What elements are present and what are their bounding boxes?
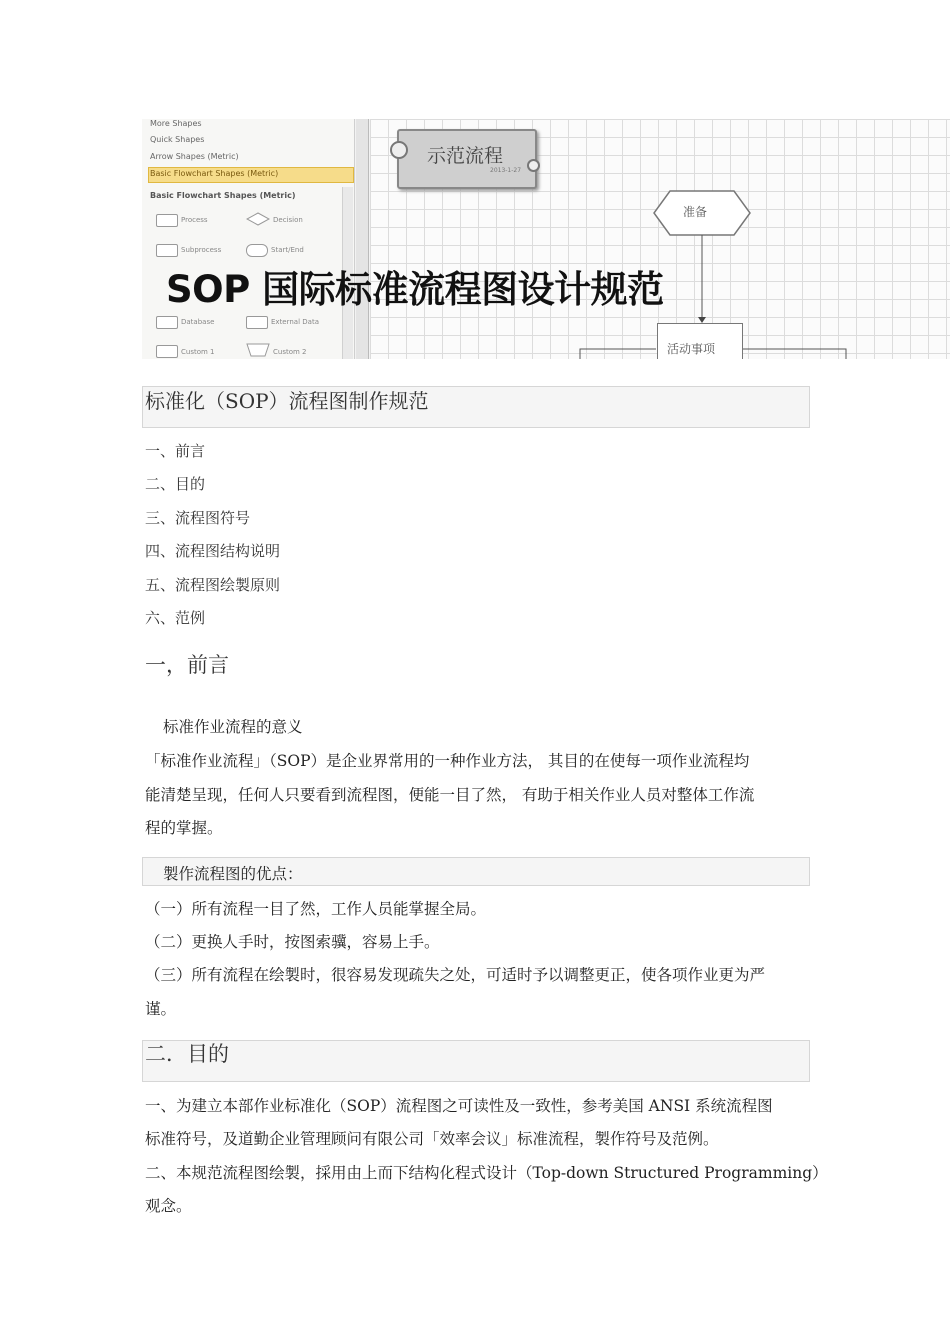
banner-image <box>142 119 950 359</box>
external-data-shape-icon <box>246 316 268 329</box>
shape-label-process: Process <box>181 216 208 224</box>
process-shape-icon <box>156 214 178 227</box>
section1-heading: 一，前言 <box>145 653 229 677</box>
vertical-ruler <box>356 119 369 359</box>
advantages-title: 製作流程图的优点： <box>163 865 303 883</box>
panel-item-quick-shapes: Quick Shapes <box>150 135 205 144</box>
toc-item: 五、流程图绘製原则 <box>145 576 281 594</box>
shape-label-subprocess: Subprocess <box>181 246 222 254</box>
advantage-item: （一）所有流程一目了然，工作人员能掌握全局。 <box>145 900 487 918</box>
banner-title: SOP 国际标准流程图设计规范 <box>166 268 664 311</box>
preparation-label: 准备 <box>683 205 708 219</box>
shape-label-custom2: Custom 2 <box>273 348 307 356</box>
section2-line: 一、为建立本部作业标准化（SOP）流程图之可读性及一致性，参考美国 ANSI 系统流程图 <box>145 1097 773 1115</box>
shape-label-custom1: Custom 1 <box>181 348 215 356</box>
section1-subheading: 标准作业流程的意义 <box>163 718 303 736</box>
section1-paragraph-line: 「标准作业流程」（SOP）是企业界常用的一种作业方法， 其目的在使每一项作业流程均 <box>145 752 750 770</box>
doc-title: 标准化（SOP）流程图制作规范 <box>145 389 429 413</box>
advantage-item: 谨。 <box>145 1000 177 1018</box>
panel-item-arrow-shapes: Arrow Shapes (Metric) <box>150 152 239 161</box>
section2-line: 二、本规范流程图绘製，採用由上而下结构化程式设计（Top-down Structured Programming） <box>145 1164 828 1182</box>
toc-item: 二、目的 <box>145 475 206 493</box>
toc-item: 三、流程图符号 <box>145 509 251 527</box>
toc-item: 四、流程图结构说明 <box>145 542 281 560</box>
advantage-item: （三）所有流程在绘製时，很容易发现疏失之处，可适时予以调整更正，使各项作业更为严 <box>145 966 766 984</box>
demo-process-label: 示范流程 <box>427 145 504 167</box>
section1-paragraph-line: 能清楚呈现，任何人只要看到流程图，便能一目了然， 有助于相关作业人员对整体工作流 <box>145 786 755 804</box>
panel-item-basic-flowchart: Basic Flowchart Shapes (Metric) <box>150 169 279 178</box>
shape-label-start-end: Start/End <box>271 246 304 254</box>
panel-item-more-shapes: More Shapes <box>150 119 202 128</box>
toc-item: 一、前言 <box>145 442 206 460</box>
section1-paragraph-line: 程的掌握。 <box>145 819 223 837</box>
section2-heading: 二．目的 <box>145 1042 229 1066</box>
section2-line: 观念。 <box>145 1197 192 1215</box>
activity-label: 活动事项 <box>667 342 716 356</box>
shape-label-decision: Decision <box>273 216 303 224</box>
section2-heading-box <box>142 1040 810 1082</box>
demo-process-date: 2013-1-27 <box>490 167 522 174</box>
decision-shape-icon <box>246 212 270 226</box>
shape-label-external-data: External Data <box>271 318 319 326</box>
section2-line: 标准符号，及道勤企业管理顾问有限公司「效率会议」标准流程，製作符号及范例。 <box>145 1130 719 1148</box>
shapes-panel <box>142 119 355 359</box>
custom1-shape-icon <box>156 345 178 358</box>
shape-label-database: Database <box>181 318 215 326</box>
custom2-shape-icon <box>246 343 270 357</box>
panel-item-basic-flowchart-open: Basic Flowchart Shapes (Metric) <box>150 191 296 200</box>
toc-item: 六、范例 <box>145 609 206 627</box>
subprocess-shape-icon <box>156 244 178 257</box>
start-end-shape-icon <box>246 244 268 257</box>
database-shape-icon <box>156 316 178 329</box>
connection-handle-icon <box>390 141 408 159</box>
advantage-item: （二）更换人手时，按图索骥，容易上手。 <box>145 933 440 951</box>
connection-handle-icon <box>527 159 540 172</box>
